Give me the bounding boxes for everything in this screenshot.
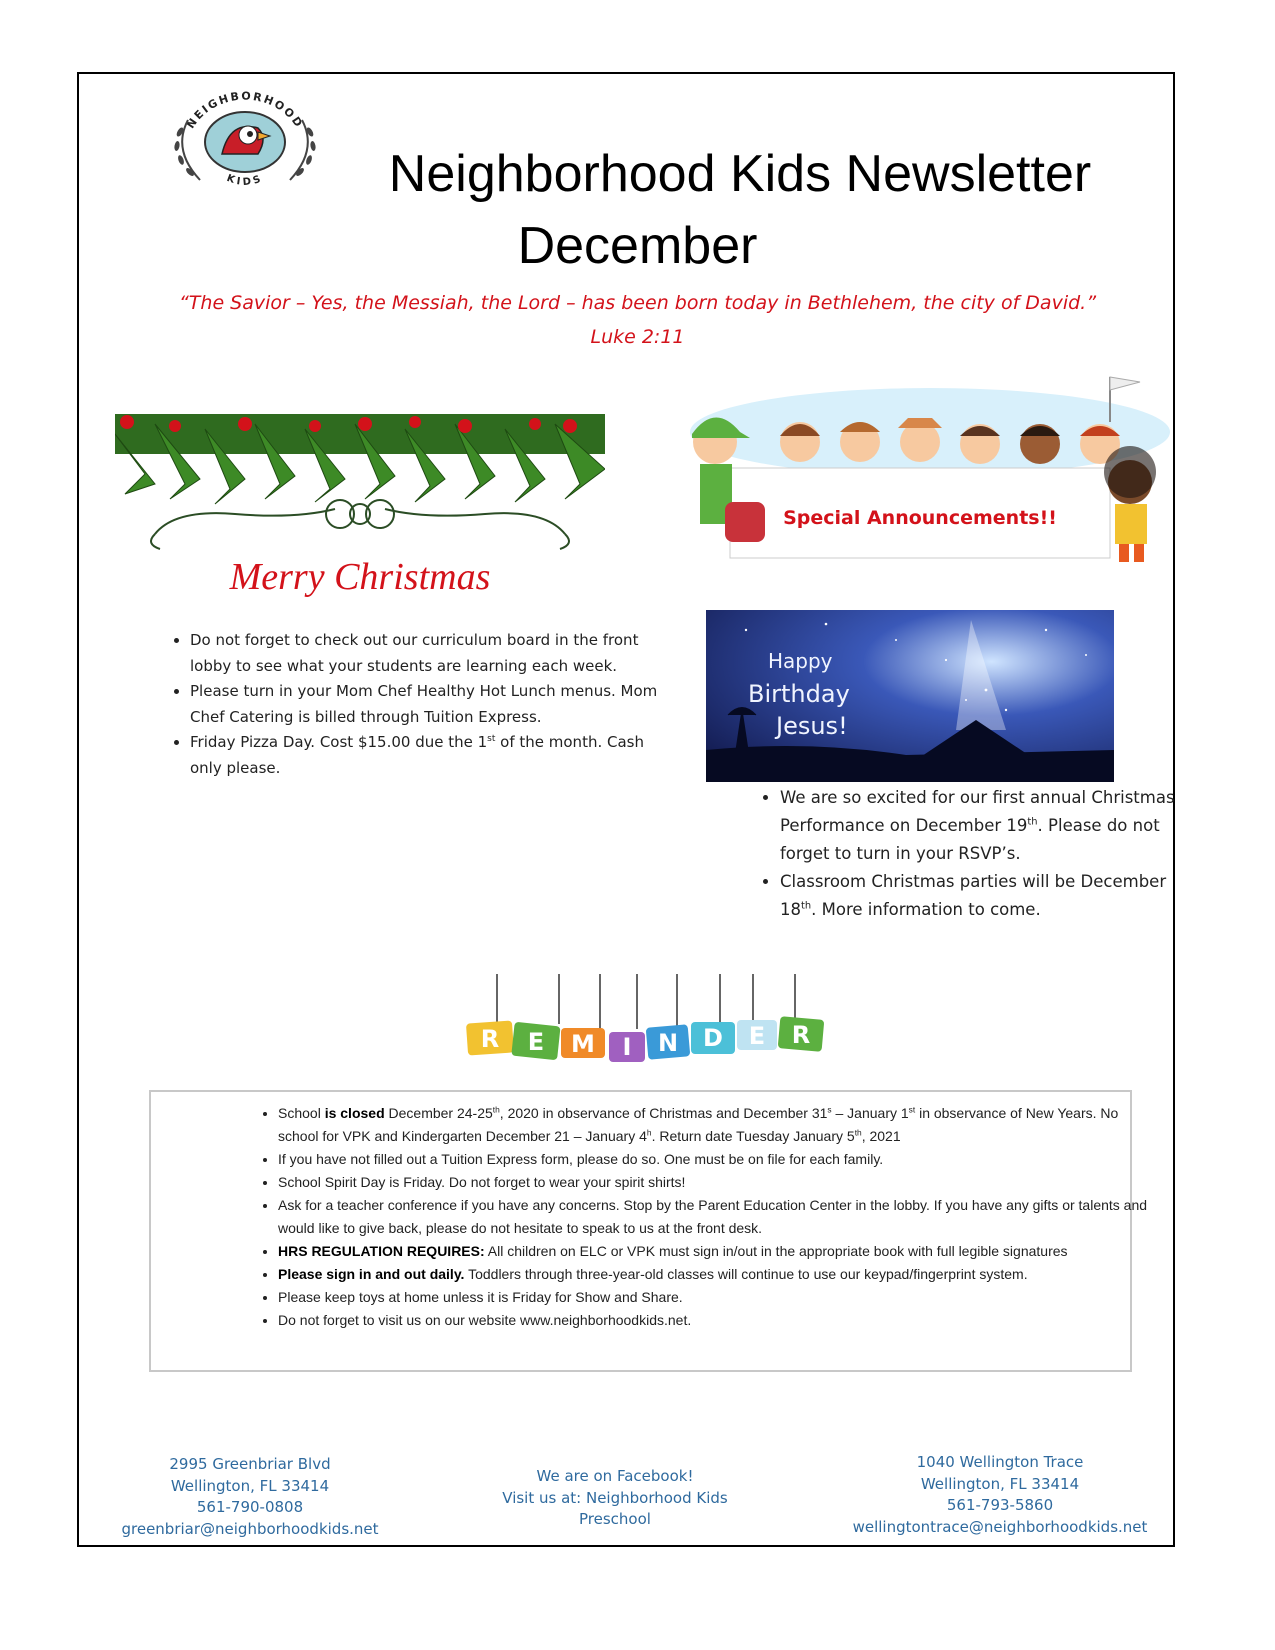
list-item: • Ask for a teacher conference if you have any concerns. Stop by the Parent Education Center in the lobby. If you have any gifts or talents and would like to give back, please do not hesitate to speak to us at the front desk. — [278, 1194, 1158, 1240]
happy-birthday-jesus-image — [706, 610, 1114, 782]
footer-city: Wellington, FL 33414 — [170, 1476, 330, 1495]
list-item: • If you have not filled out a Tuition Express form, please do so. One must be on file for each family. — [278, 1148, 1158, 1171]
merry-christmas-holly-banner — [115, 414, 605, 614]
nativity-text-birthday: Birthday — [748, 680, 850, 708]
right-announcements-list — [740, 784, 1200, 924]
svg-text:R: R — [480, 1025, 500, 1053]
left-announcements-list — [150, 628, 660, 781]
bible-verse: “The Savior – Yes, the Messiah, the Lord – has been born today in Bethlehem, the city of David.” — [178, 292, 1097, 314]
footer-phone: 561-790-0808 — [196, 1498, 304, 1516]
footer-facebook-line: We are on Facebook! — [536, 1467, 694, 1485]
footer-facebook — [480, 1466, 750, 1531]
list-item: • School Spirit Day is Friday. Do not forget to wear your spirit shirts! — [278, 1171, 1158, 1194]
list-item: • Do not forget to check out our curriculum board in the front lobby to see what your students are learning each week. — [190, 628, 660, 679]
svg-text:KIDS: KIDS — [225, 172, 265, 189]
nativity-text-happy: Happy — [768, 649, 833, 673]
reminder-hanging-letters — [465, 974, 825, 1070]
svg-text:E: E — [748, 1022, 766, 1050]
footer-wellington-trace-contact — [840, 1452, 1160, 1538]
list-item: • Please sign in and out daily. Toddlers through three-year-old classes will continue to use our keypad/fingerprint system. — [278, 1263, 1158, 1286]
svg-text:E: E — [527, 1028, 545, 1056]
list-item: • We are so excited for our first annual Christmas Performance on December 19th. Please do not forget to turn in your RSVP’s. — [780, 784, 1200, 868]
svg-text:D: D — [703, 1024, 723, 1052]
svg-text:NEIGHBORHOOD: NEIGHBORHOOD — [184, 89, 306, 131]
newsletter-month: December — [517, 217, 758, 275]
merry-christmas-text: Merry Christmas — [229, 556, 491, 598]
bible-verse-reference: Luke 2:11 — [590, 326, 685, 348]
list-item: • School is closed December 24-25th, 2020 in observance of Christmas and December 31$^s$ – January 1st in observance of New Years. No school for VPK and Kindergarten December 21 – January 4$^h$. Return date Tuesday January 5th, 2021 — [278, 1102, 1158, 1148]
list-item: • Please keep toys at home unless it is Friday for Show and Share. — [278, 1286, 1158, 1309]
svg-text:N: N — [657, 1029, 679, 1057]
footer-address: 1040 Wellington Trace — [916, 1453, 1084, 1471]
svg-text:M: M — [571, 1030, 595, 1058]
special-announcements-banner — [670, 372, 1175, 572]
footer-facebook-line: Preschool — [579, 1510, 651, 1528]
newsletter-title: Neighborhood Kids Newsletter — [388, 145, 1092, 203]
nativity-text-jesus: Jesus! — [776, 712, 848, 740]
footer-email: greenbriar@neighborhoodkids.net — [121, 1519, 379, 1538]
footer-greenbriar-contact — [110, 1454, 390, 1540]
special-announcements-text: Special Announcements!! — [783, 507, 1057, 529]
footer-city: Wellington, FL 33414 — [920, 1474, 1080, 1493]
list-item: • Do not forget to visit us on our website www.neighborhoodkids.net. — [278, 1309, 1158, 1332]
footer-phone: 561-793-5860 — [946, 1496, 1054, 1514]
svg-text:R: R — [791, 1021, 811, 1049]
footer-facebook-line: Visit us at: Neighborhood Kids — [502, 1488, 728, 1507]
reminder-list — [238, 1102, 1158, 1332]
footer-email: wellingtontrace@neighborhoodkids.net — [852, 1517, 1148, 1536]
footer-address: 2995 Greenbriar Blvd — [169, 1455, 331, 1473]
svg-text:I: I — [622, 1033, 632, 1061]
list-item: • HRS REGULATION REQUIRES: All children on ELC or VPK must sign in/out in the appropriate book with full legible signatures — [278, 1240, 1158, 1263]
list-item: • Please turn in your Mom Chef Healthy Hot Lunch menus. Mom Chef Catering is billed through Tuition Express. — [190, 679, 660, 730]
list-item: • Classroom Christmas parties will be December 18th. More information to come. — [780, 868, 1200, 924]
list-item: • Friday Pizza Day. Cost $15.00 due the 1st of the month. Cash only please. — [190, 730, 660, 781]
